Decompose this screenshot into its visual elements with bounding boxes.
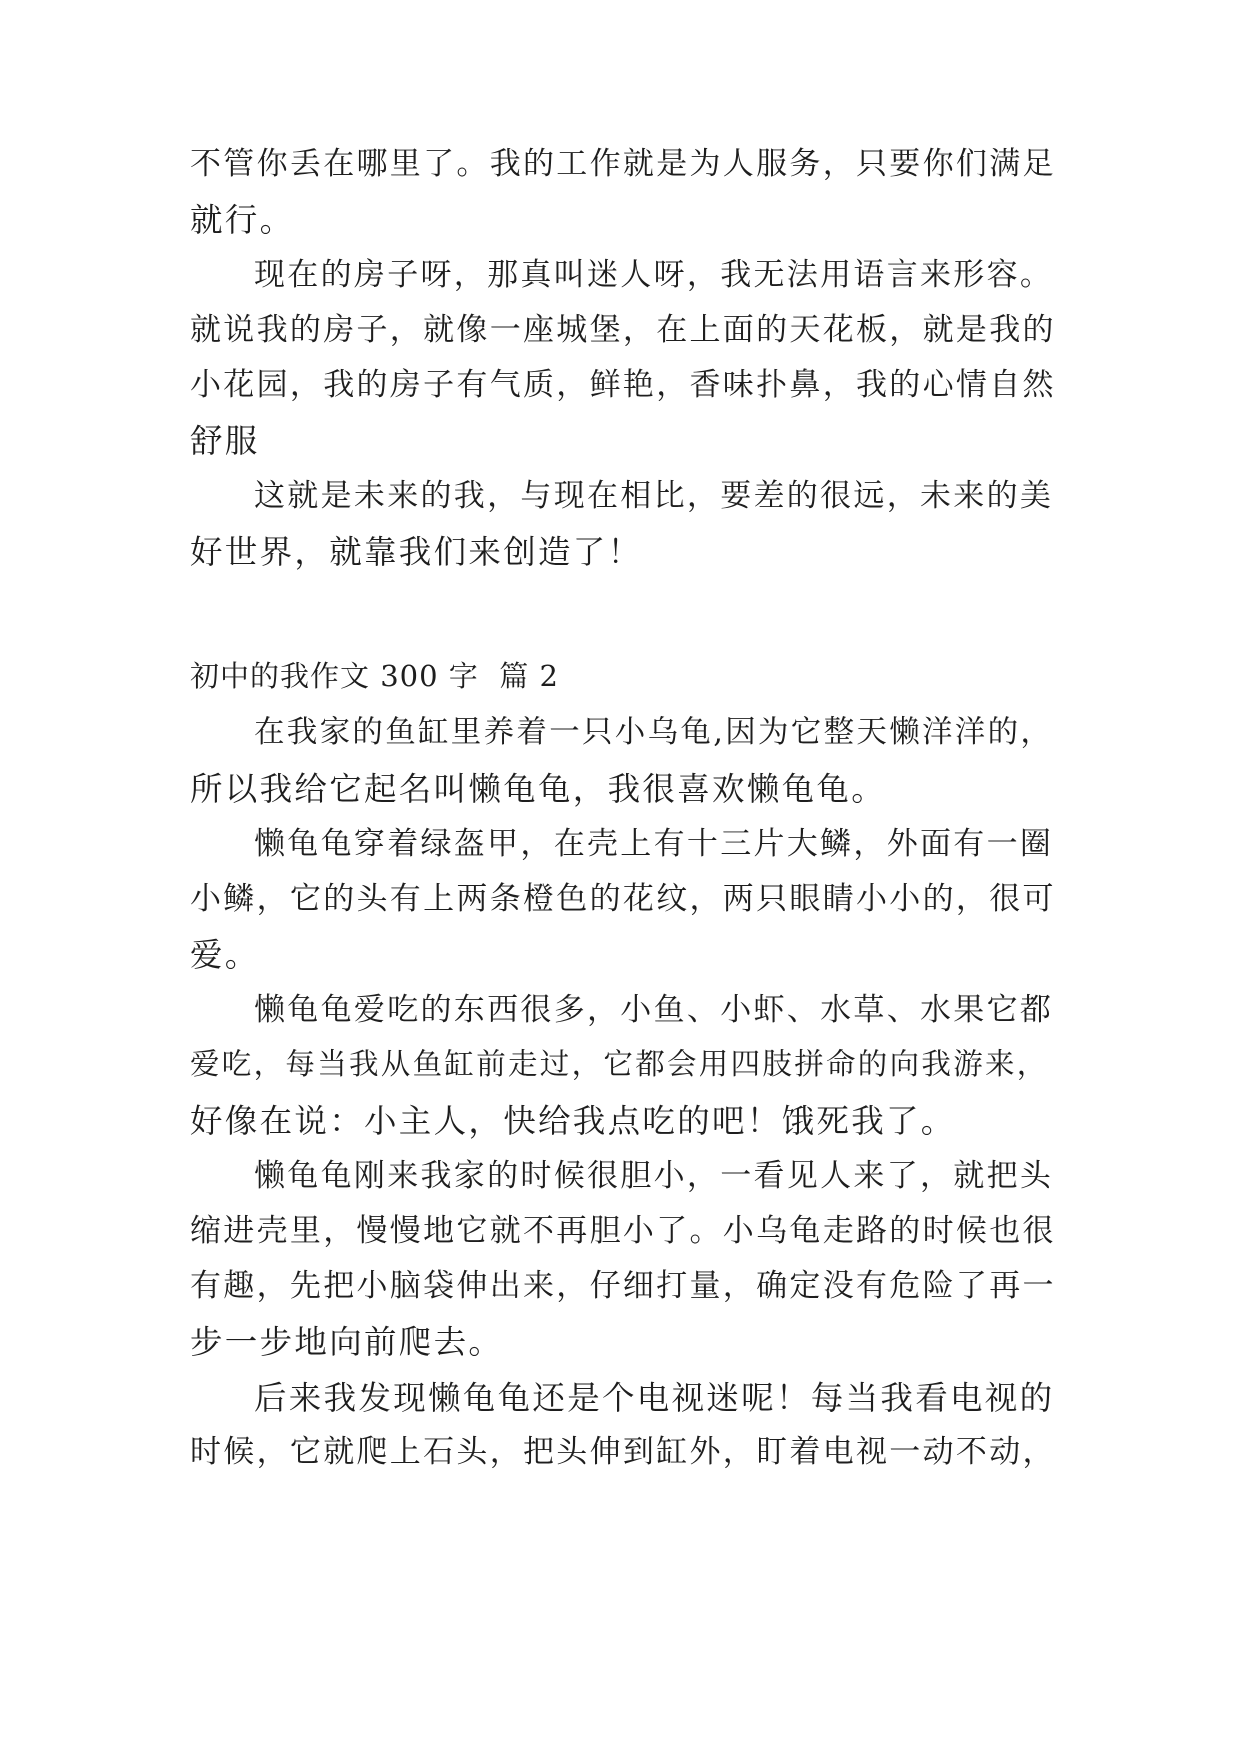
paragraph-line: 小花园，我的房子有气质，鲜艳，香味扑鼻，我的心情自然 <box>190 367 1056 403</box>
paragraph-line: 不管你丢在哪里了。我的工作就是为人服务，只要你们满足 <box>190 146 1056 182</box>
paragraph-line: 在我家的鱼缸里养着一只小乌龟,因为它整天懒洋洋的， <box>254 715 1054 750</box>
paragraph-line: 好世界，就靠我们来创造了！ <box>190 533 643 571</box>
paragraph-line: 懒龟龟爱吃的东西很多，小鱼、小虾、水草、水果它都 <box>254 992 1054 1028</box>
paragraph-line: 缩进壳里，慢慢地它就不再胆小了。小乌龟走路的时候也很 <box>190 1213 1056 1249</box>
paragraph-line: 有趣，先把小脑袋伸出来，仔细打量，确定没有危险了再一 <box>190 1268 1056 1304</box>
paragraph-line: 爱。 <box>190 936 260 974</box>
paragraph-line: 小鳞，它的头有上两条橙色的花纹，两只眼睛小小的，很可 <box>190 881 1056 917</box>
paragraph-line: 懒龟龟刚来我家的时候很胆小，一看见人来了，就把头 <box>254 1158 1054 1194</box>
section-title: 初中的我作文 300 字 篇 2 <box>190 659 559 693</box>
paragraph-line: 后来我发现懒龟龟还是个电视迷呢！每当我看电视的 <box>254 1379 1055 1417</box>
paragraph-line: 时候，它就爬上石头，把头伸到缸外，盯着电视一动不动， <box>190 1434 1056 1470</box>
paragraph-line: 这就是未来的我，与现在相比，要差的很远，未来的美 <box>254 478 1054 514</box>
paragraph-line: 舒服 <box>190 422 260 460</box>
paragraph-line: 所以我给它起名叫懒龟龟，我很喜欢懒龟龟。 <box>190 770 887 808</box>
paragraph-line: 懒龟龟穿着绿盔甲，在壳上有十三片大鳞，外面有一圈 <box>254 826 1054 862</box>
paragraph-line: 就说我的房子，就像一座城堡，在上面的天花板，就是我的 <box>190 312 1056 348</box>
paragraph-line: 就行。 <box>190 201 295 239</box>
paragraph-line: 爱吃，每当我从鱼缸前走过，它都会用四肢拼命的向我游来， <box>190 1047 1049 1081</box>
paragraph-line: 步一步地向前爬去。 <box>190 1323 504 1361</box>
paragraph-line: 好像在说：小主人，快给我点吃的吧！饿死我了。 <box>190 1102 956 1140</box>
paragraph-line: 现在的房子呀，那真叫迷人呀，我无法用语言来形容。 <box>254 257 1054 293</box>
